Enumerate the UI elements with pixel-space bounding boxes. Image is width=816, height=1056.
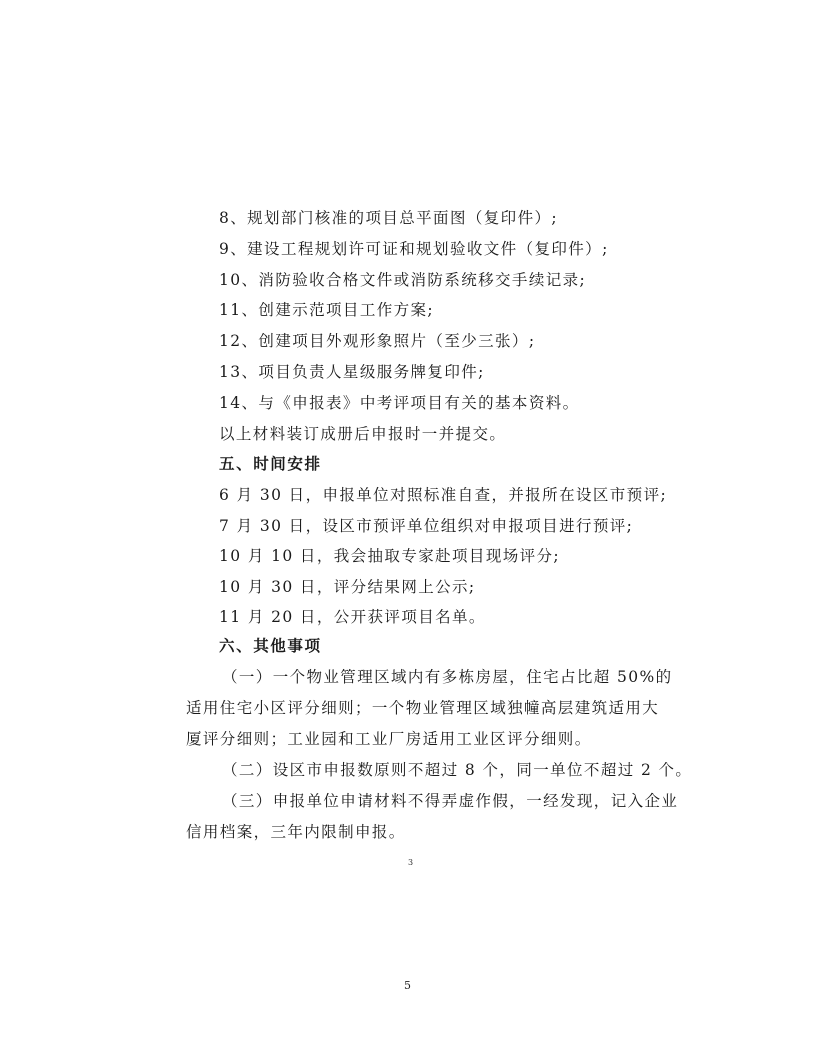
schedule-item-5: 11 月 20 日，公开获评项目名单。 bbox=[219, 608, 486, 626]
schedule-item-2: 7 月 30 日，设区市预评单位组织对申报项目进行预评; bbox=[219, 517, 634, 535]
material-item-8: 8、规划部门核准的项目总平面图（复印件）; bbox=[219, 209, 558, 227]
section-heading-schedule: 五、时间安排 bbox=[219, 455, 322, 473]
other-para1-line2: 适用住宅小区评分细则；一个物业管理区域独幢高层建筑适用大 bbox=[186, 699, 660, 717]
other-para1-line1: （一）一个物业管理区域内有多栋房屋，住宅占比超 50%的 bbox=[222, 668, 673, 686]
material-item-11: 11、创建示范项目工作方案; bbox=[219, 301, 435, 319]
other-para3-line2: 信用档案，三年内限制申报。 bbox=[186, 823, 406, 841]
material-item-14: 14、与《申报表》中考评项目有关的基本资料。 bbox=[219, 394, 580, 412]
schedule-item-4: 10 月 30 日，评分结果网上公示; bbox=[219, 578, 476, 596]
material-item-10: 10、消防验收合格文件或消防系统移交手续记录; bbox=[219, 271, 587, 289]
other-para3-line1: （三）申报单位申请材料不得弄虚作假，一经发现，记入企业 bbox=[222, 792, 679, 810]
material-item-9: 9、建设工程规划许可证和规划验收文件（复印件）; bbox=[219, 240, 609, 258]
material-item-13: 13、项目负责人星级服务牌复印件; bbox=[219, 363, 485, 381]
inner-page-number: 3 bbox=[408, 858, 414, 867]
other-para1-line3: 厦评分细则；工业园和工业厂房适用工业区评分细则。 bbox=[186, 730, 592, 748]
section-heading-other: 六、其他事项 bbox=[219, 637, 322, 655]
schedule-item-3: 10 月 10 日，我会抽取专家赴项目现场评分; bbox=[219, 547, 561, 565]
other-para2: （二）设区市申报数原则不超过 8 个，同一单位不超过 2 个。 bbox=[222, 761, 693, 779]
schedule-item-1: 6 月 30 日，申报单位对照标准自查，并报所在设区市预评; bbox=[219, 486, 668, 504]
materials-note: 以上材料装订成册后申报时一并提交。 bbox=[219, 425, 507, 443]
page-number: 5 bbox=[404, 979, 411, 992]
material-item-12: 12、创建项目外观形象照片（至少三张）; bbox=[219, 332, 536, 350]
